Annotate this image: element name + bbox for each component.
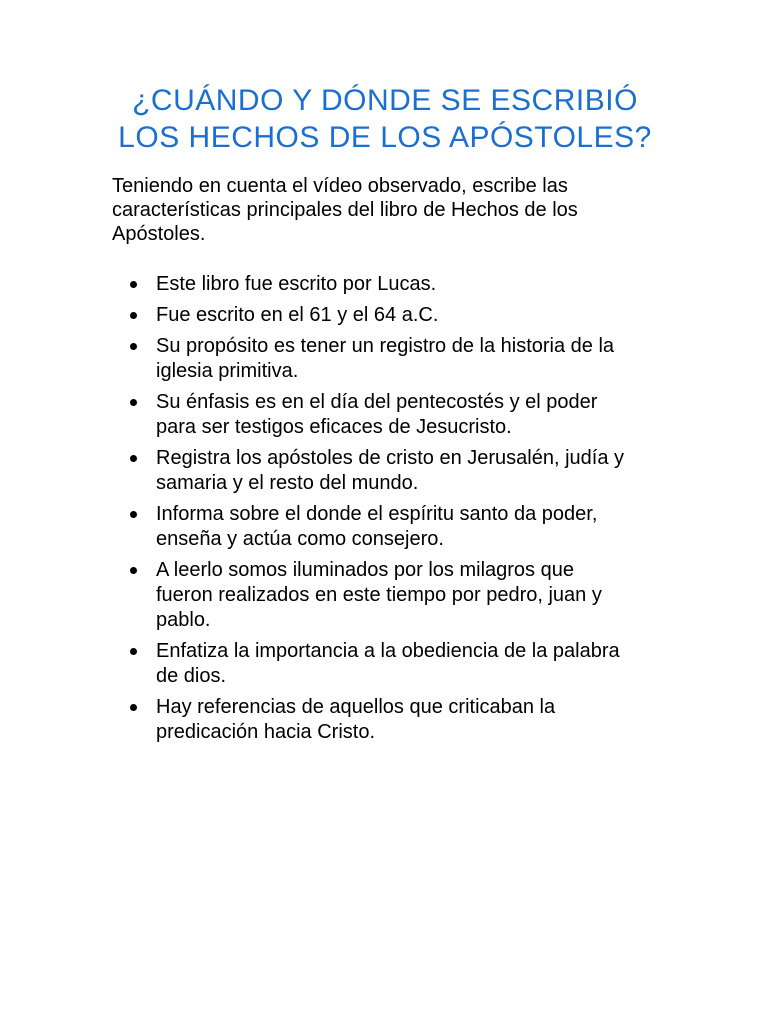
list-item xyxy=(112,446,658,496)
bullet-icon xyxy=(130,281,137,288)
intro-line-1: Teniendo en cuenta el vídeo observado, escribe las xyxy=(112,175,568,197)
list-item xyxy=(112,558,658,633)
list-item-line: Su énfasis es en el día del pentecostés y el poder xyxy=(156,391,598,413)
list-item-line: Hay referencias de aquellos que criticaban la xyxy=(156,696,556,718)
list-item-line: fueron realizados en este tiempo por pedro, juan y xyxy=(156,584,602,606)
list-item-line: samaria y el resto del mundo. xyxy=(156,472,419,494)
list-item xyxy=(112,390,658,440)
list-item-line: A leerlo somos iluminados por los milagros que xyxy=(156,559,574,581)
bullet-icon xyxy=(130,511,137,518)
intro-paragraph xyxy=(112,174,658,246)
list-item xyxy=(112,303,658,328)
list-item xyxy=(112,502,658,552)
list-item-line: iglesia primitiva. xyxy=(156,360,299,382)
bullet-icon xyxy=(130,648,137,655)
list-item-line: Registra los apóstoles de cristo en Jerusalén, judía y xyxy=(156,447,625,469)
list-item-line: Enfatiza la importancia a la obediencia de la palabra xyxy=(156,640,620,662)
bullet-icon xyxy=(130,312,137,319)
bullet-icon xyxy=(130,399,137,406)
page-title xyxy=(112,82,658,156)
list-item xyxy=(112,272,658,297)
list-item xyxy=(112,695,658,745)
list-item-line: Este libro fue escrito por Lucas. xyxy=(156,273,437,295)
title-line-2: LOS HECHOS DE LOS APÓSTOLES? xyxy=(118,121,652,154)
list-item xyxy=(112,639,658,689)
bullet-icon xyxy=(130,455,137,462)
bullet-icon xyxy=(130,343,137,350)
list-item-line: predicación hacia Cristo. xyxy=(156,721,375,743)
list-item-line: Fue escrito en el 61 y el 64 a.C. xyxy=(156,304,439,326)
list-item xyxy=(112,334,658,384)
bullet-icon xyxy=(130,567,137,574)
list-item-line: Informa sobre el donde el espíritu santo da poder, xyxy=(156,503,598,525)
list-item-line: pablo. xyxy=(156,609,211,631)
characteristics-list xyxy=(112,272,658,745)
title-line-1: ¿CUÁNDO Y DÓNDE SE ESCRIBIÓ xyxy=(132,84,638,117)
intro-line-2: características principales del libro de Hechos de los xyxy=(112,199,578,221)
intro-line-3: Apóstoles. xyxy=(112,223,206,245)
list-item-line: enseña y actúa como consejero. xyxy=(156,528,444,550)
list-item-line: de dios. xyxy=(156,665,227,687)
list-item-line: Su propósito es tener un registro de la historia de la xyxy=(156,335,615,357)
bullet-icon xyxy=(130,704,137,711)
list-item-line: para ser testigos eficaces de Jesucristo. xyxy=(156,416,512,438)
